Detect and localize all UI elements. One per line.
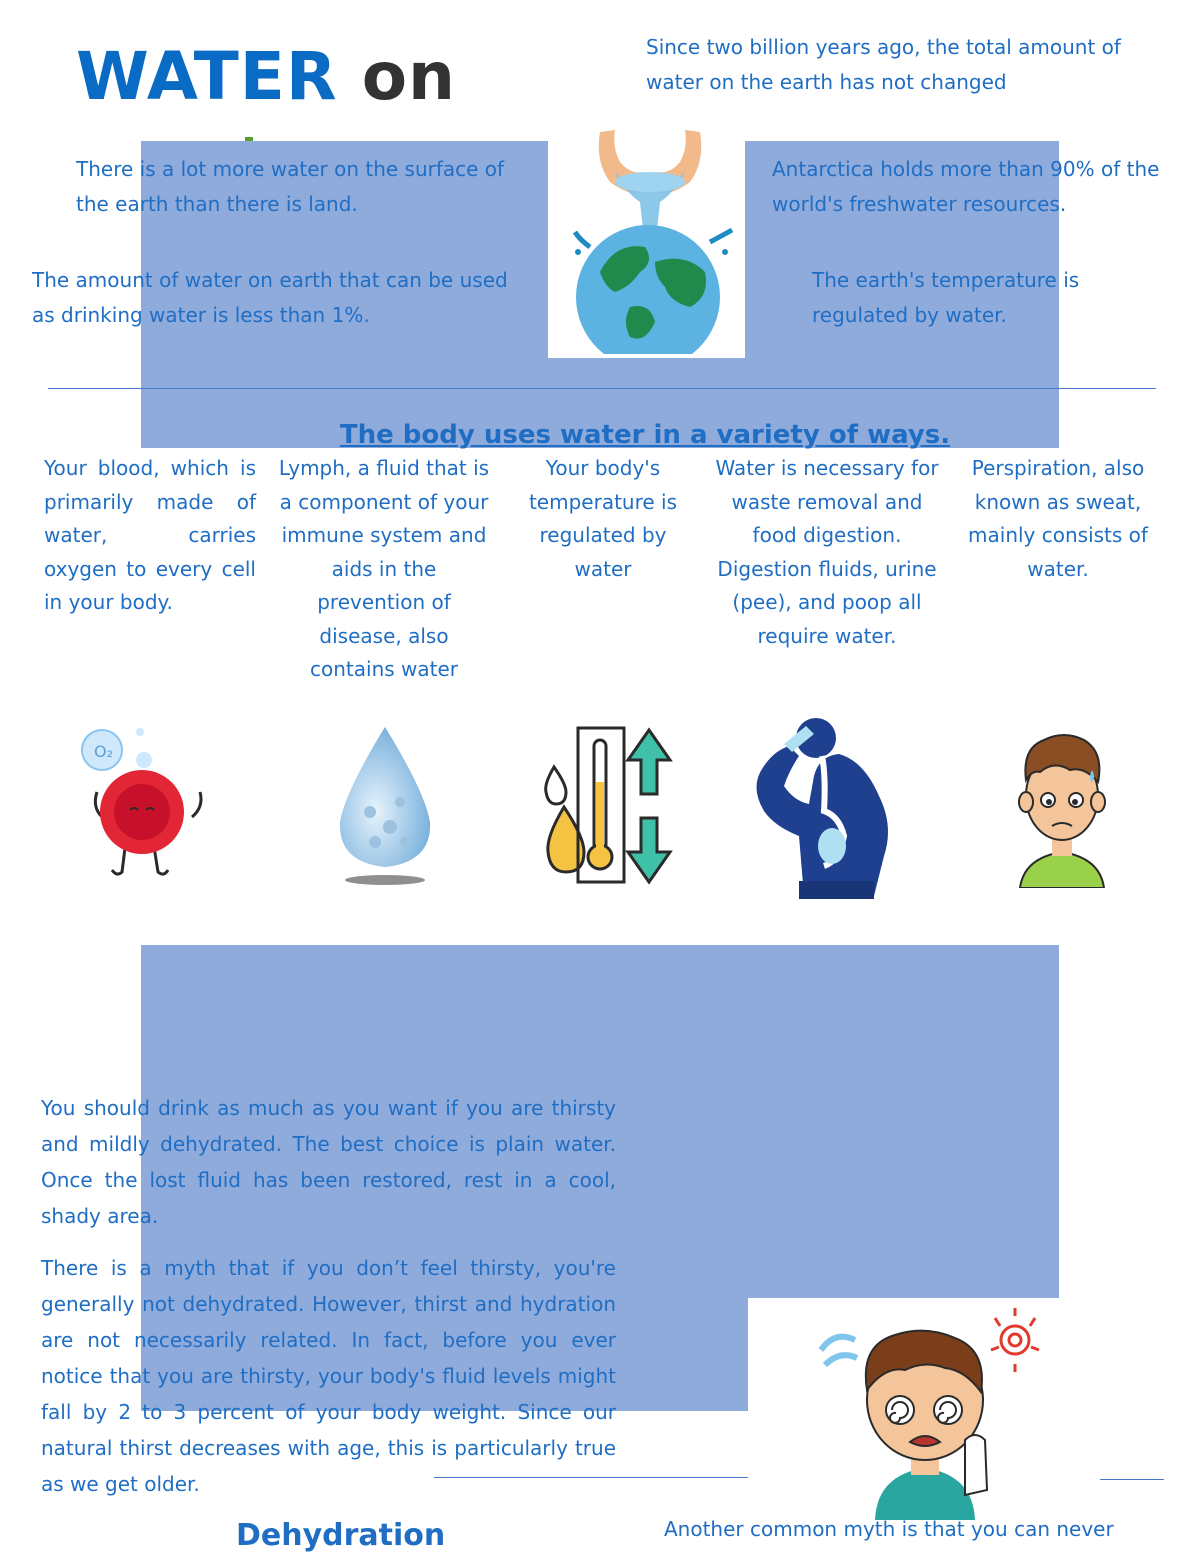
fact-more-water-than-land: There is a lot more water on the surface of the earth than there is land. xyxy=(76,157,505,216)
fact-total-water: Since two billion years ago, the total amount of water on the earth has not changed xyxy=(646,35,1121,94)
dehydration-paragraph-1: You should drink as much as you want if you are thirsty and mildly dehydrated. The best choice is plain water. Once the lost fluid has been restored, rest in a cool, shady area. xyxy=(41,1096,616,1228)
drinking-person-icon xyxy=(744,716,904,904)
thermometer-icon xyxy=(534,722,676,887)
divider-top xyxy=(48,388,1156,389)
body-uses-heading: The body uses water in a variety of ways. xyxy=(339,420,951,450)
dehydration-paragraph-2: There is a myth that if you don’t feel thirsty, you're generally not dehydrated. However, thirst and hydration are not necessarily related. In fact, before you ever notice that you are thirsty, your body's fluid levels might fall by 2 to 3 percent of your body weight. Since our natural thirst decreases with age, this is particularly true as we get older. xyxy=(41,1256,616,1496)
dehydration-heading: Dehydration xyxy=(236,1518,446,1553)
fact-drinking-water: The amount of water on earth that can be used as drinking water is less than 1%. xyxy=(32,268,508,327)
fact-antarctica: Antarctica holds more than 90% of the world's freshwater resources. xyxy=(772,157,1160,216)
use-blood-text: Your blood, which is primarily made of water, carries oxygen to every cell in your body. xyxy=(44,456,256,614)
water-drop-icon xyxy=(330,722,440,887)
fact-earth-temperature: The earth's temperature is regulated by water. xyxy=(812,268,1080,327)
myth-text: Another common myth is that you can never xyxy=(664,1517,1114,1541)
use-lymph-text: Lymph, a fluid that is a component of your immune system and aids in the prevention of disease, also contains water xyxy=(278,456,490,681)
dizzy-boy-icon xyxy=(815,1300,1060,1520)
use-digestion-text: Water is necessary for waste removal and food digestion. Digestion fluids, urine (pee), and poop all require water. xyxy=(715,456,939,648)
page-title: WATER on xyxy=(76,38,457,115)
use-temperature-text: Your body's temperature is regulated by water xyxy=(528,456,678,581)
svg-text:O₂: O₂ xyxy=(94,742,114,761)
earth-hands-icon xyxy=(560,122,740,354)
divider-bottom-left xyxy=(434,1477,748,1478)
sweating-boy-icon xyxy=(1014,730,1110,888)
red-blood-cell-icon xyxy=(72,722,212,887)
use-sweat-text: Perspiration, also known as sweat, mainly consists of water. xyxy=(968,456,1148,581)
divider-bottom-right xyxy=(1100,1479,1164,1480)
